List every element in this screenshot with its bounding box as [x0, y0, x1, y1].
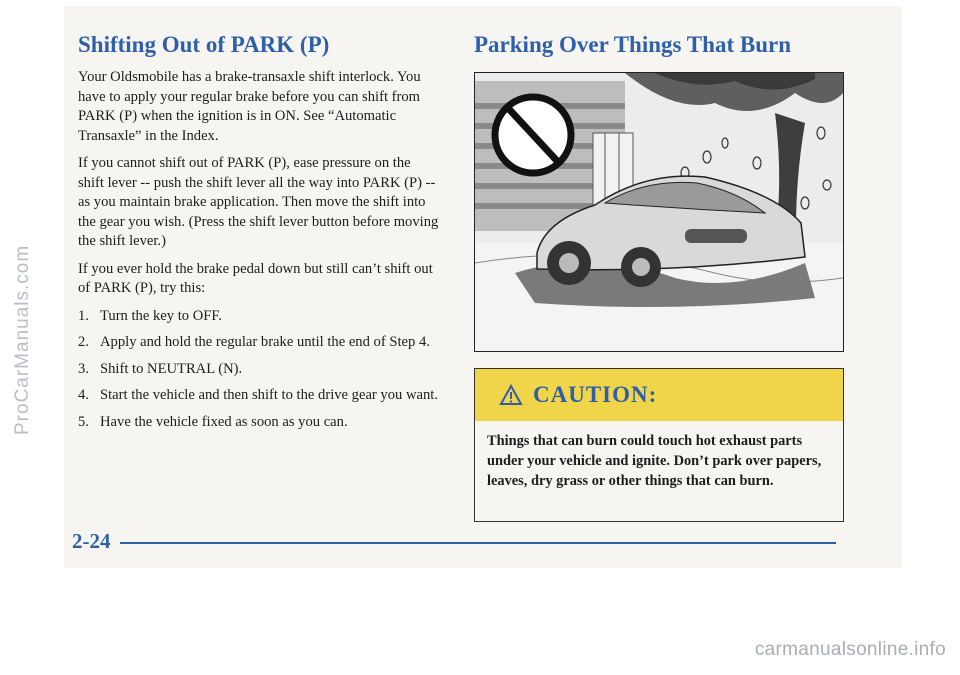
list-item: 4. Start the vehicle and then shift to the drive gear you want.	[78, 387, 438, 403]
footer-rule	[120, 542, 836, 544]
list-item: 3. Shift to NEUTRAL (N).	[78, 360, 243, 377]
right-column	[474, 32, 846, 68]
caution-header	[475, 369, 843, 421]
paragraph-cannot-shift: If you cannot shift out of PARK (P), ease pressure on the shift lever -- push the shift lever all the way into PARK (P) -- as you maintain brake application. Then move the shift into the gear you wish. (Press the shift lever button before moving the shift lever.)	[78, 155, 439, 249]
caution-box	[474, 368, 844, 522]
list-item: 5. Have the vehicle fixed as soon as you can.	[78, 413, 348, 430]
list-item: 2. Apply and hold the regular brake until the end of Step 4.	[78, 334, 430, 350]
caution-title: CAUTION:	[533, 382, 658, 407]
section-heading-shifting: Shifting Out of PARK (P)	[78, 32, 330, 57]
warning-triangle-icon	[499, 384, 523, 406]
page-number: 2-24	[72, 529, 111, 553]
steps-list	[78, 307, 440, 433]
section-heading-parking: Parking Over Things That Burn	[474, 32, 791, 57]
side-watermark: ProCarManuals.com	[12, 244, 33, 436]
left-column	[78, 32, 440, 439]
car-over-leaves-drawing	[475, 73, 843, 351]
list-item: 1. Turn the key to OFF.	[78, 307, 222, 324]
caution-text: Things that can burn could touch hot exhaust parts under your vehicle and ignite. Don’t park over papers, leaves, dry grass or other things that can burn.	[487, 433, 822, 489]
site-watermark: carmanualsonline.info	[754, 639, 946, 660]
paragraph-interlock: Your Oldsmobile has a brake-transaxle shift interlock. You have to apply your regular brake before you can shift from PARK (P) when the ignition is in ON. See “Automatic Transaxle” in the Index.	[78, 69, 421, 144]
parking-illustration	[474, 72, 844, 352]
paragraph-try-this: If you ever hold the brake pedal down but still can’t shift out of PARK (P), try this:	[78, 260, 433, 296]
no-symbol-icon	[495, 97, 571, 173]
